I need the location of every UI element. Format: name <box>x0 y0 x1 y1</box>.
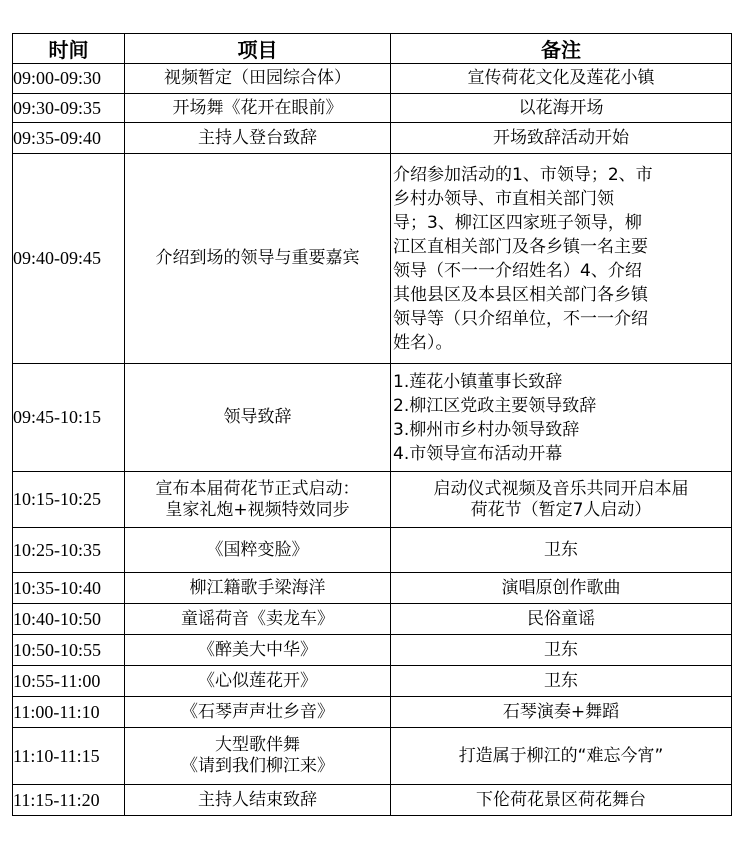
time-cell: 10:50-10:55 <box>13 635 125 666</box>
note-cell: 宣传荷花文化及莲花小镇 <box>391 64 732 94</box>
note-cell: 石琴演奏+舞蹈 <box>391 697 732 728</box>
item-cell: 主持人登台致辞 <box>125 123 391 154</box>
item-cell: 《国粹变脸》 <box>125 528 391 573</box>
item-cell: 《醉美大中华》 <box>125 635 391 666</box>
note-cell: 民俗童谣 <box>391 604 732 635</box>
table-row <box>13 528 732 573</box>
item-cell: 视频暂定（田园综合体） <box>125 64 391 94</box>
item-cell: 《石琴声声壮乡音》 <box>125 697 391 728</box>
time-cell: 09:35-09:40 <box>13 123 125 154</box>
time-cell: 09:30-09:35 <box>13 94 125 123</box>
table-row <box>13 94 732 123</box>
time-cell: 09:40-09:45 <box>13 154 125 364</box>
schedule-table <box>12 33 732 816</box>
table-row <box>13 697 732 728</box>
note-cell: 下伦荷花景区荷花舞台 <box>391 785 732 816</box>
table-row <box>13 635 732 666</box>
item-cell: 主持人结束致辞 <box>125 785 391 816</box>
time-cell: 09:45-10:15 <box>13 364 125 472</box>
table-row <box>13 666 732 697</box>
time-cell: 11:00-11:10 <box>13 697 125 728</box>
table-row <box>13 604 732 635</box>
item-cell: 开场舞《花开在眼前》 <box>125 94 391 123</box>
item-cell: 柳江籍歌手梁海洋 <box>125 573 391 604</box>
table-row <box>13 472 732 528</box>
time-cell: 11:10-11:15 <box>13 728 125 785</box>
note-cell: 演唱原创作歌曲 <box>391 573 732 604</box>
note-cell: 启动仪式视频及音乐共同开启本届 荷花节（暂定7人启动） <box>391 472 732 528</box>
note-cell: 以花海开场 <box>391 94 732 123</box>
table-row <box>13 154 732 364</box>
header-note: 备注 <box>391 34 732 64</box>
time-cell: 10:35-10:40 <box>13 573 125 604</box>
table-row <box>13 364 732 472</box>
note-cell: 打造属于柳江的“难忘今宵” <box>391 728 732 785</box>
note-cell: 介绍参加活动的1、市领导；2、市 乡村办领导、市直相关部门领 导；3、柳江区四家班子领导，柳 江区直相关部门及各乡镇一名主要 领导（不一一介绍姓名）4、介绍 其他县区及本县区相关部门各乡镇 领导等（只介绍单位，不一一介绍 姓名）。 <box>391 154 732 364</box>
time-cell: 10:55-11:00 <box>13 666 125 697</box>
note-cell: 卫东 <box>391 666 732 697</box>
header-time: 时间 <box>13 34 125 64</box>
table-row <box>13 123 732 154</box>
header-item: 项目 <box>125 34 391 64</box>
item-cell: 大型歌伴舞 《请到我们柳江来》 <box>125 728 391 785</box>
time-cell: 11:15-11:20 <box>13 785 125 816</box>
time-cell: 09:00-09:30 <box>13 64 125 94</box>
item-cell: 《心似莲花开》 <box>125 666 391 697</box>
time-cell: 10:15-10:25 <box>13 472 125 528</box>
table-row <box>13 785 732 816</box>
item-cell: 领导致辞 <box>125 364 391 472</box>
table-row <box>13 573 732 604</box>
note-cell: 卫东 <box>391 635 732 666</box>
item-cell: 宣布本届荷花节正式启动： 皇家礼炮+视频特效同步 <box>125 472 391 528</box>
note-cell: 1.莲花小镇董事长致辞 2.柳江区党政主要领导致辞 3.柳州市乡村办领导致辞 4.市领导宣布活动开幕 <box>391 364 732 472</box>
header-row <box>13 34 732 64</box>
time-cell: 10:25-10:35 <box>13 528 125 573</box>
time-cell: 10:40-10:50 <box>13 604 125 635</box>
table-row <box>13 64 732 94</box>
item-cell: 童谣荷音《卖龙车》 <box>125 604 391 635</box>
note-cell: 卫东 <box>391 528 732 573</box>
item-cell: 介绍到场的领导与重要嘉宾 <box>125 154 391 364</box>
table-row <box>13 728 732 785</box>
note-cell: 开场致辞活动开始 <box>391 123 732 154</box>
